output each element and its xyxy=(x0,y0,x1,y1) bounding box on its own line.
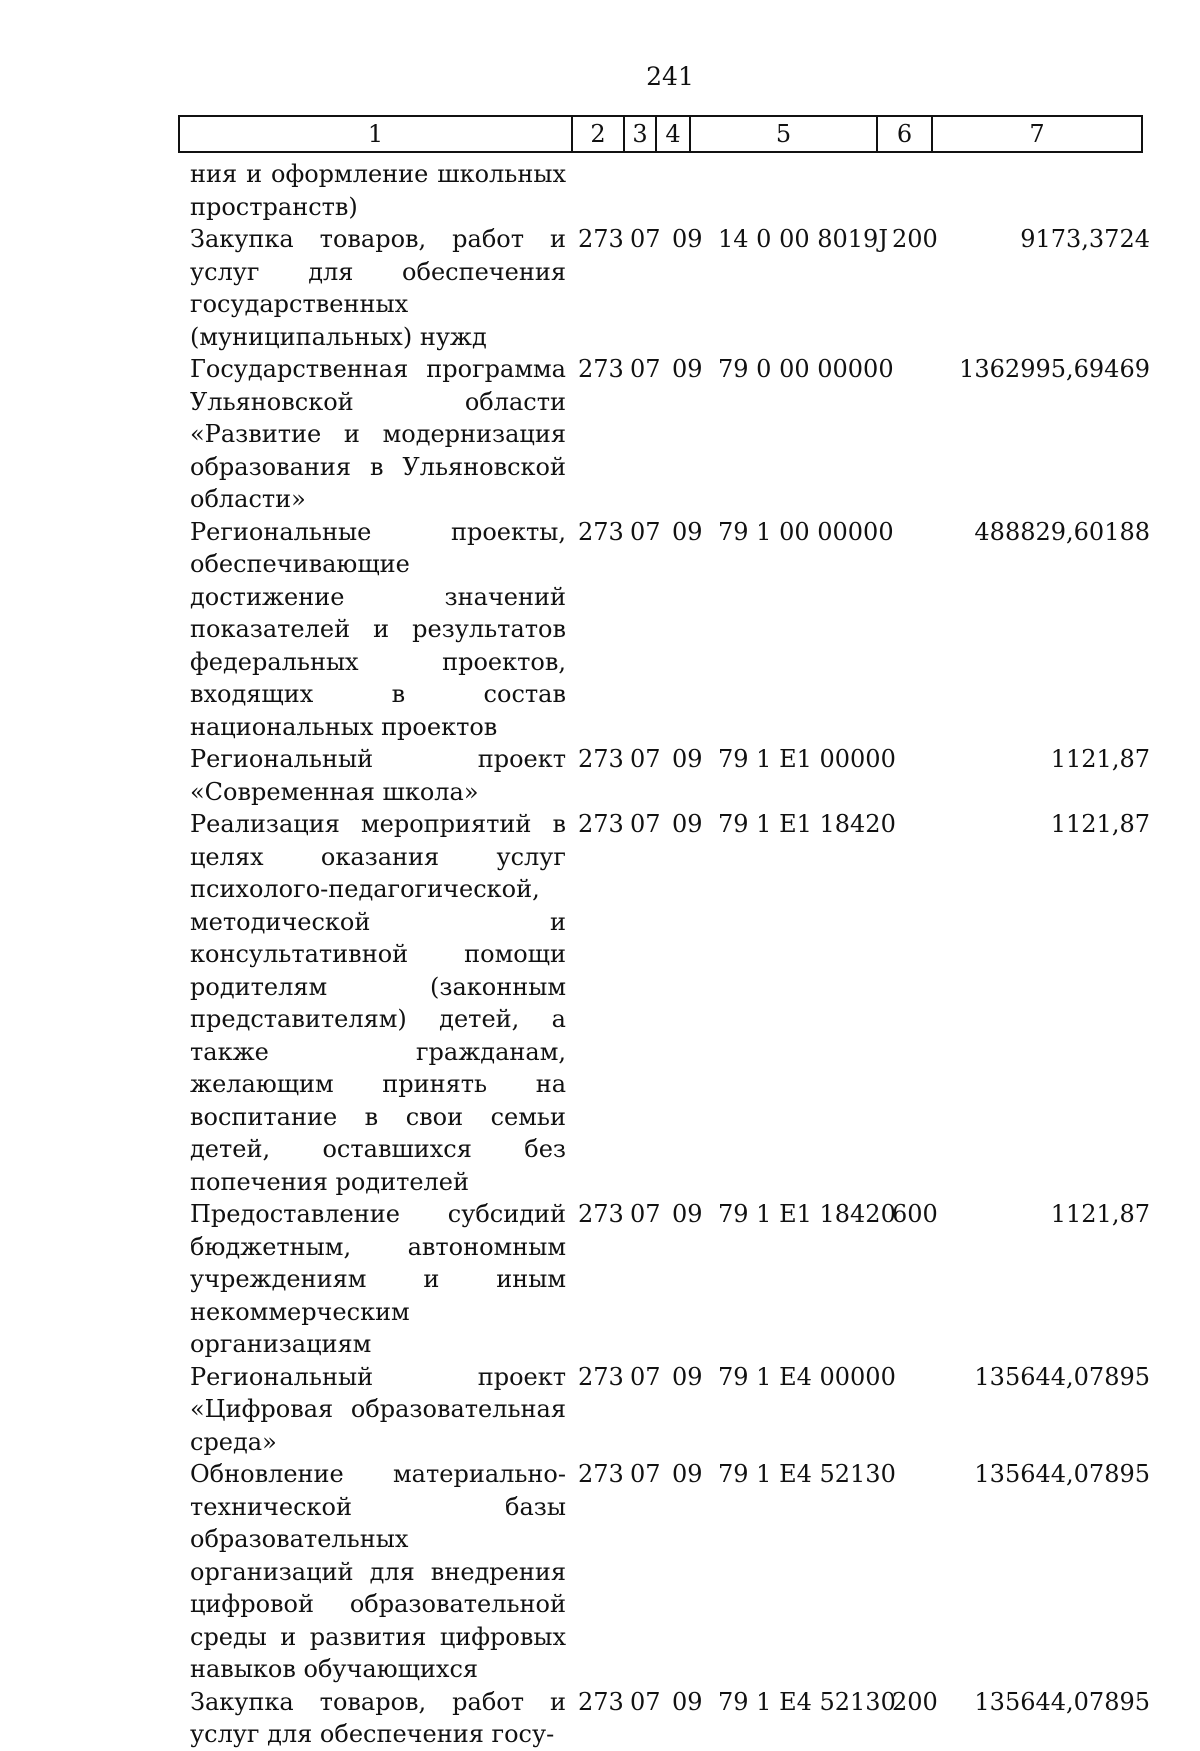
chapter-code: 273 xyxy=(578,1460,624,1488)
chapter-code: 273 xyxy=(578,1687,624,1716)
section-code: 07 xyxy=(630,1362,661,1391)
chapter-code: 273 xyxy=(578,745,624,773)
amount-value: 488829,60188 xyxy=(974,517,1150,546)
amount-value: 9173,3724 xyxy=(1020,225,1150,253)
subsection-code: 09 xyxy=(672,1687,703,1716)
subsection-code: 09 xyxy=(672,745,703,773)
chapter-code: 273 xyxy=(578,517,624,546)
budget-rows xyxy=(190,158,1150,1751)
table-row xyxy=(190,353,1150,516)
section-code: 07 xyxy=(630,745,661,773)
column-header-4: 4 xyxy=(656,116,690,152)
table-row xyxy=(190,158,1150,223)
amount-value: 1362995,69469 xyxy=(959,355,1150,383)
table-row xyxy=(190,516,1150,744)
chapter-code: 273 xyxy=(578,1362,624,1391)
table-row xyxy=(190,1361,1150,1459)
amount-value: 135644,07895 xyxy=(974,1460,1150,1488)
section-code: 07 xyxy=(630,517,661,546)
amount-value: 135644,07895 xyxy=(974,1362,1150,1391)
column-header-1: 1 xyxy=(179,116,572,152)
expense-type-code: 200 xyxy=(892,1687,938,1716)
amount-value: 1121,87 xyxy=(1050,810,1150,838)
chapter-code: 273 xyxy=(578,355,624,383)
subsection-code: 09 xyxy=(672,1460,703,1488)
expense-type-code: 200 xyxy=(892,225,938,253)
section-code: 07 xyxy=(630,355,661,383)
subsection-code: 09 xyxy=(672,225,703,253)
target-article-code: 79 1 E1 18420 xyxy=(718,1200,896,1228)
section-code: 07 xyxy=(630,1460,661,1488)
page-number: 241 xyxy=(646,62,694,91)
row-description: Предоставление субсидий бюджетным, автономным учреждениям и иным некоммерческим организациям xyxy=(190,1200,566,1358)
column-header-5: 5 xyxy=(690,116,877,152)
subsection-code: 09 xyxy=(672,517,703,546)
amount-value: 1121,87 xyxy=(1050,1200,1150,1228)
row-description: Обновление материально-технической базы образовательных организаций для внедрения цифровой образовательной среды и развития цифровых навыков обучающихся xyxy=(190,1460,566,1683)
chapter-code: 273 xyxy=(578,810,624,838)
column-header-3: 3 xyxy=(624,116,656,152)
target-article-code: 79 0 00 00000 xyxy=(718,355,894,383)
row-description: Закупка товаров, работ и услуг для обеспечения государственных (муниципальных) нужд xyxy=(190,225,566,351)
target-article-code: 79 1 E1 00000 xyxy=(718,745,896,773)
table-row xyxy=(190,1686,1150,1751)
target-article-code: 79 1 E4 52130 xyxy=(718,1460,896,1488)
row-description: Региональный проект «Современная школа» xyxy=(190,745,566,806)
column-header-6: 6 xyxy=(877,116,932,152)
chapter-code: 273 xyxy=(578,1200,624,1228)
target-article-code: 79 1 E1 18420 xyxy=(718,810,896,838)
column-header-2: 2 xyxy=(572,116,624,152)
subsection-code: 09 xyxy=(672,1200,703,1228)
expense-type-code: 600 xyxy=(892,1200,938,1228)
table-row xyxy=(190,1458,1150,1686)
column-header-7: 7 xyxy=(932,116,1142,152)
target-article-code: 14 0 00 8019J xyxy=(718,225,888,253)
row-description: Закупка товаров, работ и услуг для обеспечения госу- xyxy=(190,1687,566,1748)
target-article-code: 79 1 00 00000 xyxy=(718,517,894,546)
section-code: 07 xyxy=(630,1200,661,1228)
subsection-code: 09 xyxy=(672,810,703,838)
section-code: 07 xyxy=(630,1687,661,1716)
table-row xyxy=(190,223,1150,353)
target-article-code: 79 1 E4 00000 xyxy=(718,1362,896,1391)
target-article-code: 79 1 E4 52130 xyxy=(718,1687,896,1716)
section-code: 07 xyxy=(630,810,661,838)
subsection-code: 09 xyxy=(672,1362,703,1391)
section-code: 07 xyxy=(630,225,661,253)
row-description: ния и оформление школьных пространств) xyxy=(190,160,566,221)
row-description: Государственная программа Ульяновской области «Развитие и модернизация образования в Ульяновской области» xyxy=(190,355,566,513)
row-description: Региональный проект «Цифровая образовательная среда» xyxy=(190,1362,566,1456)
table-row xyxy=(190,1198,1150,1361)
table-row xyxy=(190,808,1150,1198)
amount-value: 1121,87 xyxy=(1050,745,1150,773)
subsection-code: 09 xyxy=(672,355,703,383)
amount-value: 135644,07895 xyxy=(974,1687,1150,1716)
row-description: Региональные проекты, обеспечивающие достижение значений показателей и результатов федеральных проектов, входящих в состав национальных проектов xyxy=(190,517,566,741)
table-row xyxy=(190,743,1150,808)
column-header-table xyxy=(178,115,1143,153)
row-description: Реализация мероприятий в целях оказания услуг психолого-педагогической, методической и консультативной помощи родителям (законным представителям) детей, а также гражданам, желающим принять на воспитание в свои семьи детей, оставшихся без попечения родителей xyxy=(190,810,566,1196)
chapter-code: 273 xyxy=(578,225,624,253)
